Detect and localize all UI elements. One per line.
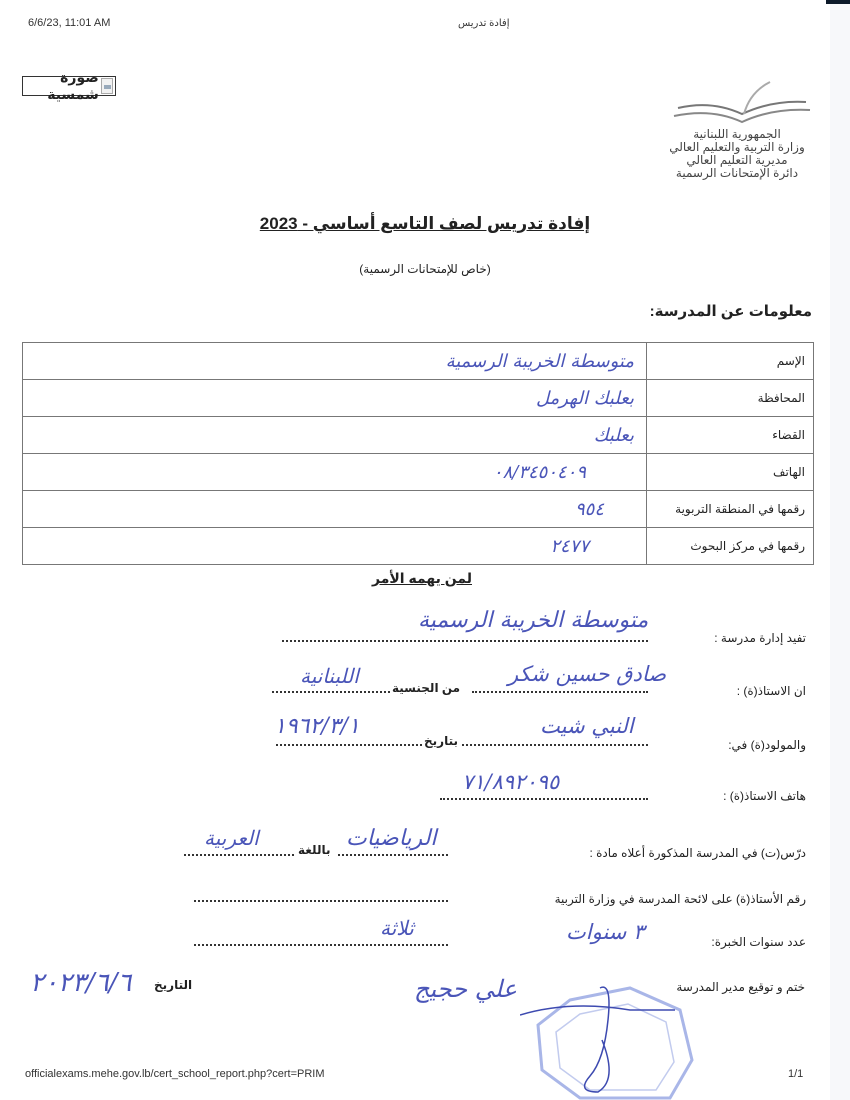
born-place-value: النبي شيت [540,714,634,738]
born-label: والمولود(ة) في: [728,738,806,752]
school-name-label: الإسم [647,343,814,380]
date-label: التاريخ [154,978,193,992]
table-row [23,491,814,528]
stamp-outline [538,988,692,1098]
nationality-label: من الجنسية [392,681,461,695]
date-value: ٢٠٢٣/٦/٦ [30,968,132,998]
registry-dots [194,886,448,902]
logo-book-bottom [674,110,810,122]
phone-label: الهاتف [647,454,814,491]
registry-label: رقم الأستاذ(ة) على لائحة المدرسة في وزارة التربية [554,892,806,906]
table-row [23,343,814,380]
subject-value: الرياضيات [346,826,437,851]
ministry-line: الجمهورية اللبنانية [693,127,781,141]
ministry-line: مديرية التعليم العالي [686,153,788,167]
photo-placeholder [22,69,116,102]
ministry-logo [672,80,812,130]
ministry-block [662,128,812,180]
phone-value: ٠٨/٣٤٥٠٤٠٩ [23,454,647,491]
broken-image-icon [101,78,113,94]
print-datetime: 6/6/23, 11:01 AM [28,17,111,29]
table-row [23,417,814,454]
photo-alt-text: صورة شمسية [47,69,99,102]
research-center-number-value: ٢٤٧٧ [23,528,647,565]
footer-page-number: 1/1 [788,1068,804,1080]
teacher-phone-value: ٧١/٨٩٢٠٩٥ [462,770,560,794]
governorate-value: بعلبك الهرمل [23,380,647,417]
to-whom-heading: لمن يهمه الأمر [372,570,472,586]
teacher-value: صادق حسين شكر [508,662,667,686]
governorate-label: المحافظة [647,380,814,417]
teacher-label: ان الاستاذ(ة) : [736,684,806,698]
experience-label: عدد سنوات الخبرة: [711,935,806,949]
teacher-phone-label: هاتف الاستاذ(ة) : [723,789,806,803]
ministry-line: وزارة التربية والتعليم العالي [669,140,805,154]
table-row [23,528,814,565]
table-row [23,380,814,417]
school-name-value: متوسطة الخريبة الرسمية [23,343,647,380]
language-value: العربية [204,826,259,850]
table-row [23,454,814,491]
school-stamp-and-signature [520,980,700,1100]
district-label: القضاء [647,417,814,454]
taught-subject-label: درّس(ت) في المدرسة المذكورة أعلاه مادة : [589,846,806,860]
region-number-label: رقمها في المنطقة التربوية [647,491,814,528]
document-title: إفادة تدريس لصف التاسع أساسي - 2023 [259,214,591,233]
research-center-number-label: رقمها في مركز البحوث [647,528,814,565]
scan-margin [830,4,850,1100]
print-doc-title: إفادة تدريس [458,18,510,29]
born-date-label: بتاريخ [424,734,458,748]
ministry-line: دائرة الإمتحانات الرسمية [675,166,799,180]
school-admin-label: تفيد إدارة مدرسة : [714,631,806,645]
district-value: بعلبك [23,417,647,454]
principal-signature-label: ختم و توقيع مدير المدرسة [676,980,805,994]
born-date-value: ١٩٦٢/٣/١ [274,714,360,739]
language-label: باللغة [298,843,331,857]
nationality-value: اللبنانية [300,664,359,688]
experience-value: ٣ سنوات [566,920,645,944]
principal-handwritten-name: علي حجيج [414,975,517,1003]
signature-loop [585,987,610,1092]
stamp-inner-outline [556,1004,674,1090]
school-admin-value: متوسطة الخريبة الرسمية [418,608,649,633]
footer-url: officialexams.mehe.gov.lb/cert_school_report.php?cert=PRIM [25,1068,325,1080]
logo-pen [744,82,770,114]
region-number-value: ٩٥٤ [23,491,647,528]
school-info-heading: معلومات عن المدرسة: [649,303,812,320]
document-subtitle: (خاص للإمتحانات الرسمية) [359,262,491,276]
experience-words-value: ثلاثة [380,916,414,940]
school-info-table [22,342,814,565]
